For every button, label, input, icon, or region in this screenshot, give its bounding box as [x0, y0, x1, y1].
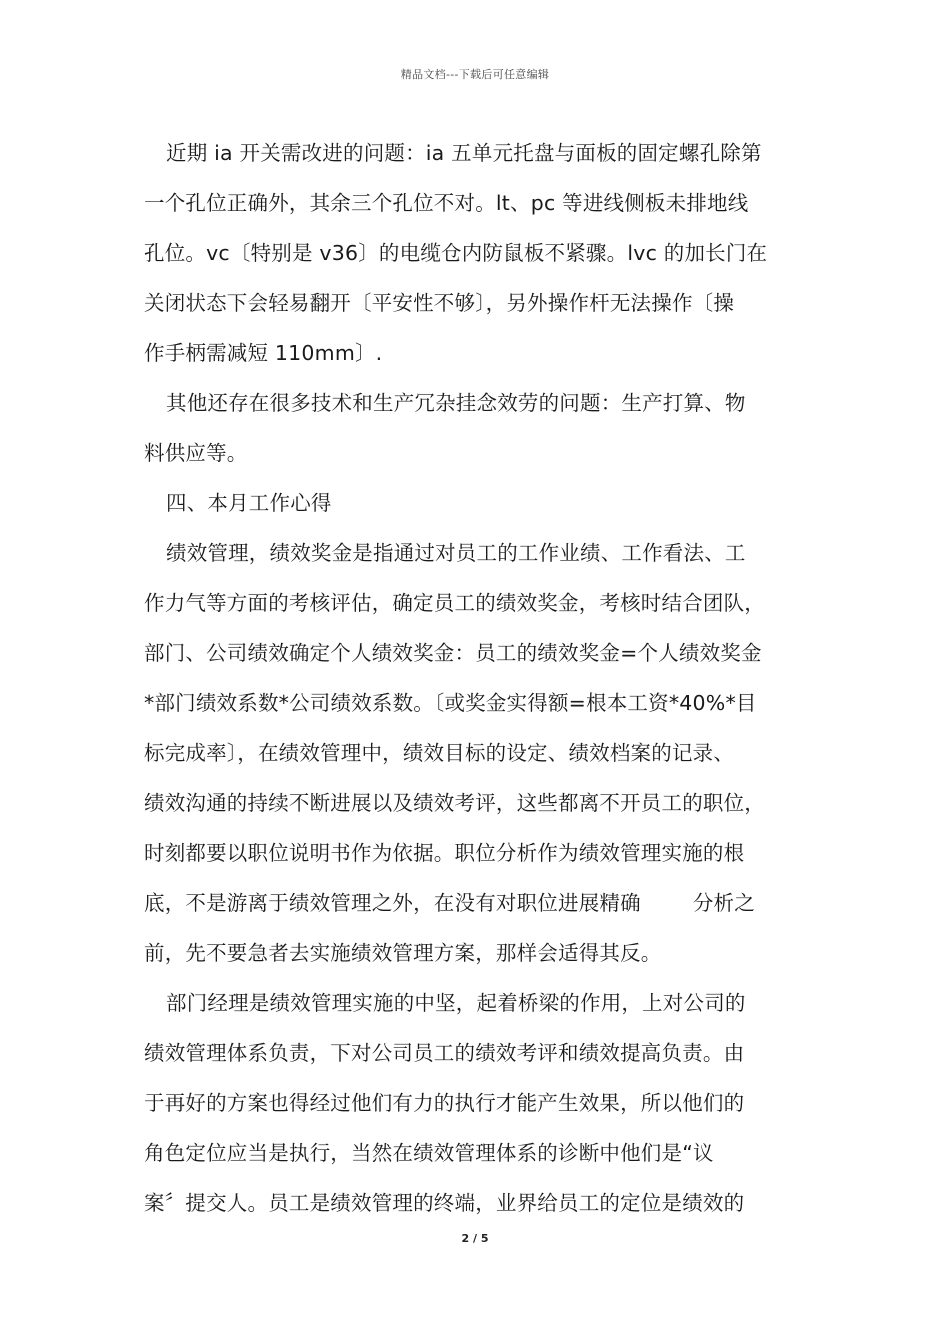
paragraph-4 — [144, 978, 814, 1228]
text-line: 绩效管理，绩效奖金是指通过对员工的工作业绩、工作看法、工 — [166, 541, 746, 565]
text-line: 孔位。vc〔特别是 v36〕的电缆仓内防鼠板不紧骤。lvc 的加长门在 — [144, 241, 768, 265]
document-body — [144, 128, 814, 1228]
text-line: 关闭状态下会轻易翻开〔平安性不够〕，另外操作杆无法操作〔操 — [144, 291, 735, 315]
paragraph-1 — [144, 128, 814, 378]
text-line: 近期 ia 开关需改进的问题：ia 五单元托盘与面板的固定螺孔除第 — [166, 141, 762, 165]
text-line: 角色定位应当是执行，当然在绩效管理体系的诊断中他们是“议 — [144, 1141, 714, 1165]
text-segment: 底，不是游离于绩效管理之外，在没有对职位进展精确 — [144, 891, 641, 915]
text-line: 绩效管理体系负责，下对公司员工的绩效考评和绩效提高负责。由 — [144, 1041, 745, 1065]
text-line: 案〞提交人。员工是绩效管理的终端，业界给员工的定位是绩效的 — [144, 1191, 745, 1215]
paragraph-3 — [144, 528, 814, 978]
text-line: 一个孔位正确外，其余三个孔位不对。lt、pc 等进线侧板未排地线 — [144, 191, 749, 215]
text-line: 于再好的方案也得经过他们有力的执行才能产生效果，所以他们的 — [144, 1091, 745, 1115]
text-line — [144, 878, 814, 928]
text-line: 作手柄需减短 110mm〕. — [144, 341, 383, 365]
text-line: 部门、公司绩效确定个人绩效奖金：员工的绩效奖金=个人绩效奖金 — [144, 641, 762, 665]
text-line: 标完成率〕，在绩效管理中，绩效目标的设定、绩效档案的记录、 — [144, 741, 735, 765]
text-line: *部门绩效系数*公司绩效系数。〔或奖金实得额=根本工资*40%*目 — [144, 691, 757, 715]
text-line: 绩效沟通的持续不断进展以及绩效考评，这些都离不开员工的职位， — [144, 791, 765, 815]
text-line: 时刻都要以职位说明书作为依据。职位分析作为绩效管理实施的根 — [144, 841, 745, 865]
page-header: 精品文档---下载后可任意编辑 — [400, 68, 550, 81]
text-segment: 分析之 — [692, 891, 755, 915]
paragraph-2 — [144, 378, 814, 478]
text-line: 料供应等。 — [144, 441, 248, 465]
page-number: 2 / 5 — [461, 1232, 489, 1245]
section-heading: 四、本月工作心得 — [166, 491, 332, 515]
text-line: 其他还存在很多技术和生产冗杂挂念效劳的问题：生产打算、物 — [166, 391, 746, 415]
text-line: 部门经理是绩效管理实施的中坚，起着桥梁的作用，上对公司的 — [166, 991, 746, 1015]
text-line: 前，先不要急者去实施绩效管理方案，那样会适得其反。 — [144, 941, 662, 965]
text-line: 作力气等方面的考核评估，确定员工的绩效奖金，考核时结合团队， — [144, 591, 765, 615]
